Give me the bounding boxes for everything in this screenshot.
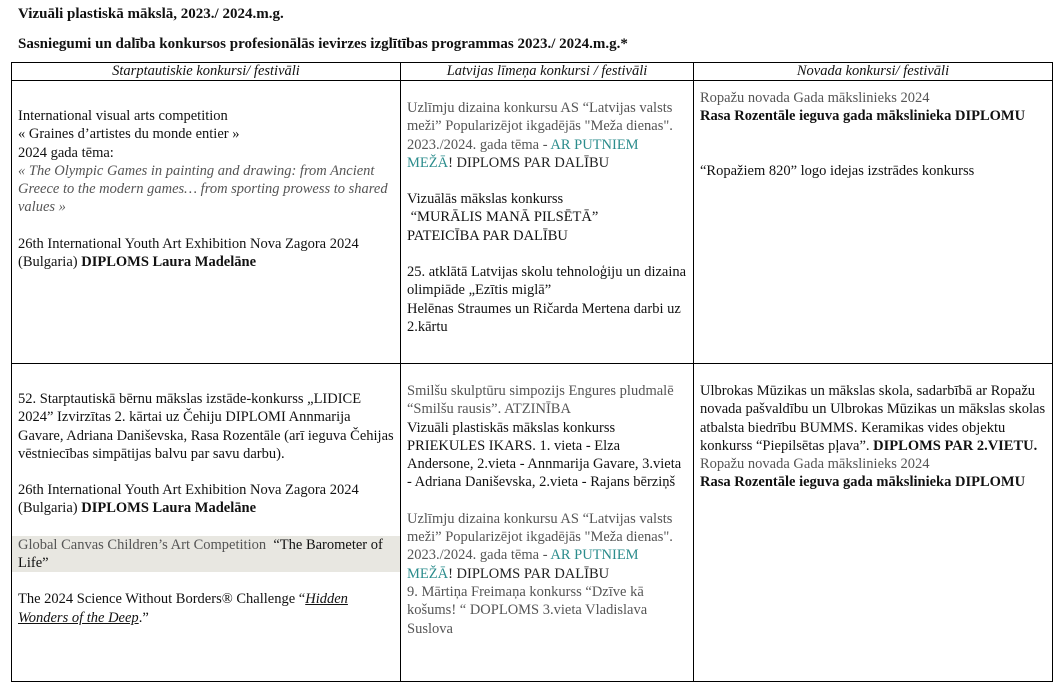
entry-priekules-ikars: Vizuāli plastiskās mākslas konkurss PRIEKULES IKARS. 1. vieta - Elza Andersone, 2.vieta - Annmarija Gavare, 3.vieta - Adriana Daniševska, 2.vieta - Rajans bērziņš [407, 419, 682, 491]
table-row [12, 364, 1053, 682]
text-line: « Graines d’artistes du monde entier » [18, 126, 240, 143]
entry-text: 26th International Youth Art Exhibition Nova Zagora 2024 (Bulgaria) [18, 235, 359, 271]
cell-international-1 [12, 81, 401, 364]
theme-link: AR PUTNIEM MEŽĀ [407, 547, 639, 582]
entry-text: The 2024 Science Without Borders® Challenge “ [18, 591, 306, 608]
award-text: DIPLOMS Laura Madelāne [81, 500, 257, 517]
entry-ceramics [700, 382, 1046, 455]
page-title: Vizuāli plastiskā mākslā, 2023./ 2024.m.g. [18, 6, 284, 22]
cell-municipality-1 [694, 81, 1053, 364]
text-line: Ropažu novada Gada mākslinieks 2024 [700, 456, 930, 473]
text-line: 2024 gada tēma: [18, 144, 114, 161]
text-line: “MURĀLIS MANĀ PILSĒTĀ” [407, 209, 599, 226]
achievements-table [11, 62, 1053, 682]
entry-text: Global Canvas Children’s Art Competition [18, 536, 267, 553]
award-text: ! DIPLOMS PAR DALĪBU [448, 154, 610, 171]
cell-municipality-2 [694, 364, 1053, 682]
entry-text: Ulbrokas Mūzikas un mākslas skola, sadarbībā ar Ropažu novada pašvaldību un Ulbrokas Mūzikas un mākslas skolas atbalsta biedrību BUMMS. Keramikas vides objektu konkurss “Piepilsētas pļava”. [700, 383, 1046, 454]
competition-theme: « The Olympic Games in painting and drawing: from Ancient Greece to the modern games… from sporting prowess to shared values » [18, 162, 388, 216]
cell-latvia-1 [401, 81, 694, 364]
entry-sand-sculpture: Smilšu skulptūru simpozijs Engures pludmalē “Smilšu rausis”. ATZINĪBA [407, 383, 674, 418]
entry-sticker-design [407, 99, 687, 172]
award-text: Rasa Rozentāle ieguva gada mākslinieka DIPLOMU [700, 474, 1026, 491]
entry-text: .” [138, 609, 149, 626]
theme-link: AR PUTNIEM MEŽĀ [407, 136, 639, 171]
entry-text: Uzlīmju dizaina konkursu AS “Latvijas valsts meži” Popularizējot ikgadējās "Meža dienas". 2023./2024. gada tēma - [407, 510, 673, 564]
entry-science-without-borders [18, 590, 394, 627]
entry-lidice: 52. Starptautiskā bērnu mākslas izstāde-konkurss „LIDICE 2024” Izvirzītas 2. kārtai uz Čehiju DIPLOMI Annmarija Gavare, Adriana Daniševska, Rasa Rozentāle (arī ieguva Čehijas vēstniecības simpātijas balvu par savu darbu). [18, 391, 394, 462]
award-text: DIPLOMS Laura Madelāne [81, 254, 257, 271]
award-text: ! DIPLOMS PAR DALĪBU [448, 565, 610, 582]
entry-text: 26th International Youth Art Exhibition Nova Zagora 2024 (Bulgaria) [18, 482, 359, 517]
text-line: Helēnas Straumes un Ričarda Mertena darbi uz 2.kārtu [407, 300, 681, 335]
entry-sticker-design [407, 510, 687, 583]
header-row [12, 63, 1053, 81]
header-municipality: Novada konkursi/ festivāli [694, 63, 1053, 81]
page-subtitle: Sasniegumi un dalība konkursos profesionālās ievirzes izglītības programmas 2023./ 2024.m.g.* [18, 36, 628, 52]
text-line: “Ropažiem 820” logo idejas izstrādes konkurss [700, 162, 975, 179]
text-line: Ropažu novada Gada mākslinieks 2024 [700, 90, 930, 106]
cell-latvia-2 [401, 364, 694, 682]
entry-text: Uzlīmju dizaina konkursu AS “Latvijas valsts meži” Popularizējot ikgadējās "Meža dienas". 2023./2024. gada tēma - [407, 100, 673, 153]
award-text: DIPLOMS PAR 2.VIETU. [873, 437, 1038, 454]
entry-freimanis: 9. Mārtiņa Freimaņa konkurss “Dzīve kā košums! “ DOPLOMS 3.vieta Vladislava Suslova [407, 583, 648, 637]
entry-title: “The Barometer of Life” [18, 536, 387, 572]
entry-nova-zagora [18, 481, 394, 518]
header-international: Starptautiskie konkursi/ festivāli [12, 63, 401, 81]
text-line: International visual arts competition [18, 108, 228, 124]
entry-nova-zagora [18, 235, 394, 272]
text-line: PATEICĪBA PAR DALĪBU [407, 227, 568, 244]
cell-international-2 [12, 364, 401, 682]
text-line: Vizuālās mākslas konkurss [407, 191, 564, 208]
header-latvia: Latvijas līmeņa konkursi / festivāli [401, 63, 694, 81]
entry-title-link[interactable]: Hidden Wonders of the Deep [18, 591, 348, 626]
text-line: 25. atklātā Latvijas skolu tehnoloģiju un dizaina olimpiāde „Ezītis miglā” [407, 264, 687, 299]
table-row [12, 81, 1053, 364]
entry-global-canvas [12, 536, 400, 573]
award-text: Rasa Rozentāle ieguva gada mākslinieka DIPLOMU [700, 108, 1026, 125]
